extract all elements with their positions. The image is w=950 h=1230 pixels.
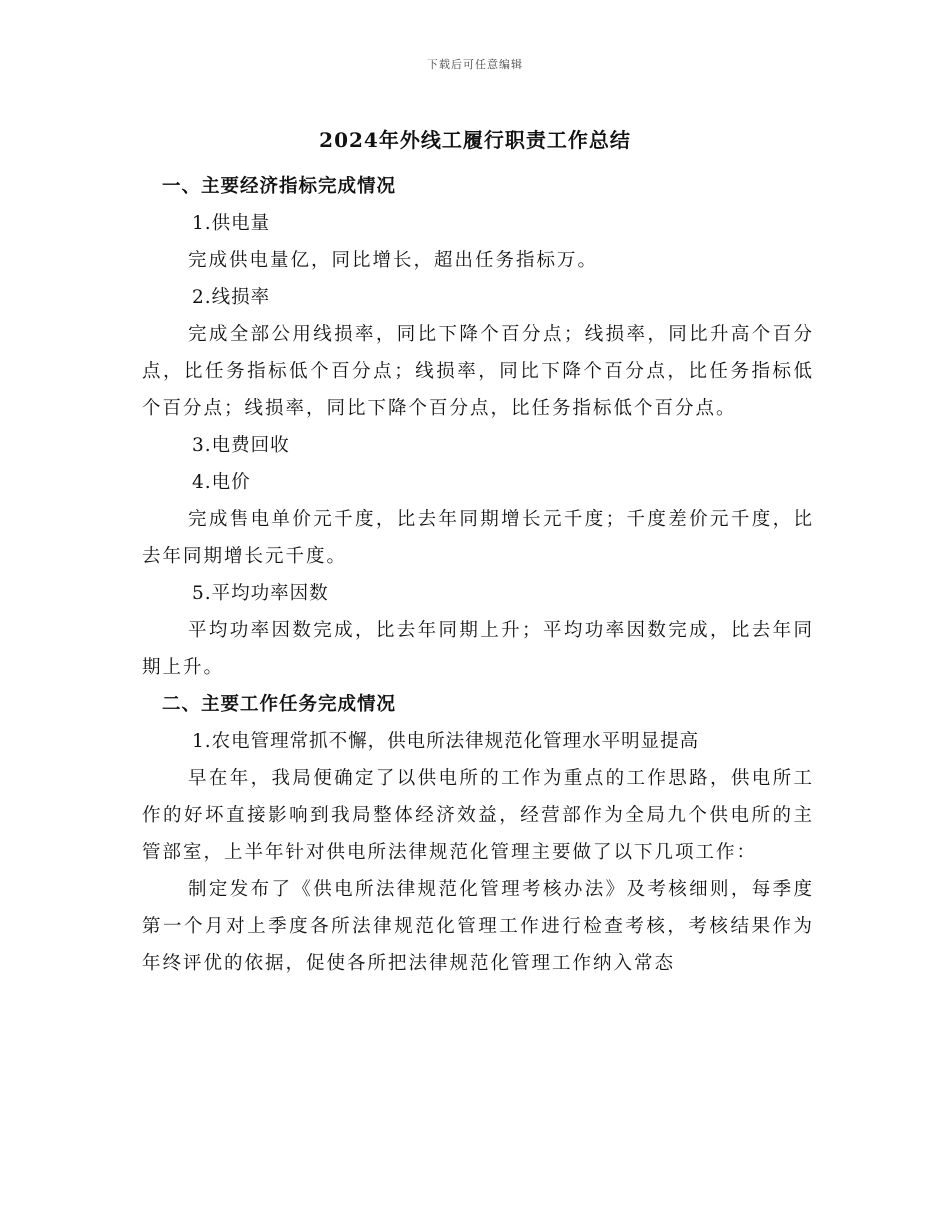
paragraph: 早在年，我局便确定了以供电所的工作为重点的工作思路，供电所工作的好坏直接影响到我局整体经济效益，经营部作为全局九个供电所的主管部室，上半年针对供电所法律规范化管理主要做了以下几项工作： <box>142 768 814 863</box>
subheading-electricity-price: 4.电价 <box>192 472 251 493</box>
paragraph: 完成供电量亿，同比增长，超出任务指标万。 <box>188 250 599 271</box>
subheading-power-supply: 1.供电量 <box>192 213 271 234</box>
document-body <box>142 168 814 982</box>
subheading-fee-recovery: 3.电费回收 <box>192 435 290 456</box>
page-header: 下载后可任意编辑 <box>427 58 523 71</box>
subheading-power-factor: 5.平均功率因数 <box>192 583 329 604</box>
subheading-rural-management: 1.农电管理常抓不懈，供电所法律规范化管理水平明显提高 <box>192 731 700 752</box>
paragraph: 完成售电单价元千度，比去年同期增长元千度；千度差价元千度，比去年同期增长元千度。 <box>142 509 814 567</box>
paragraph: 完成全部公用线损率，同比下降个百分点；线损率，同比升高个百分点，比任务指标低个百分点；线损率，同比下降个百分点，比任务指标低个百分点；线损率，同比下降个百分点，比任务指标低个百分点。 <box>142 324 814 419</box>
subheading-line-loss: 2.线损率 <box>192 287 271 308</box>
section-heading-2: 二、主要工作任务完成情况 <box>162 694 397 715</box>
paragraph: 制定发布了《供电所法律规范化管理考核办法》及考核细则，每季度第一个月对上季度各所法律规范化管理工作进行检查考核，考核结果作为年终评优的依据，促使各所把法律规范化管理工作纳入常态 <box>142 879 814 974</box>
section-heading-1: 一、主要经济指标完成情况 <box>162 176 397 197</box>
document-title: 2024年外线工履行职责工作总结 <box>319 128 631 152</box>
paragraph: 平均功率因数完成，比去年同期上升；平均功率因数完成，比去年同期上升。 <box>142 620 814 678</box>
